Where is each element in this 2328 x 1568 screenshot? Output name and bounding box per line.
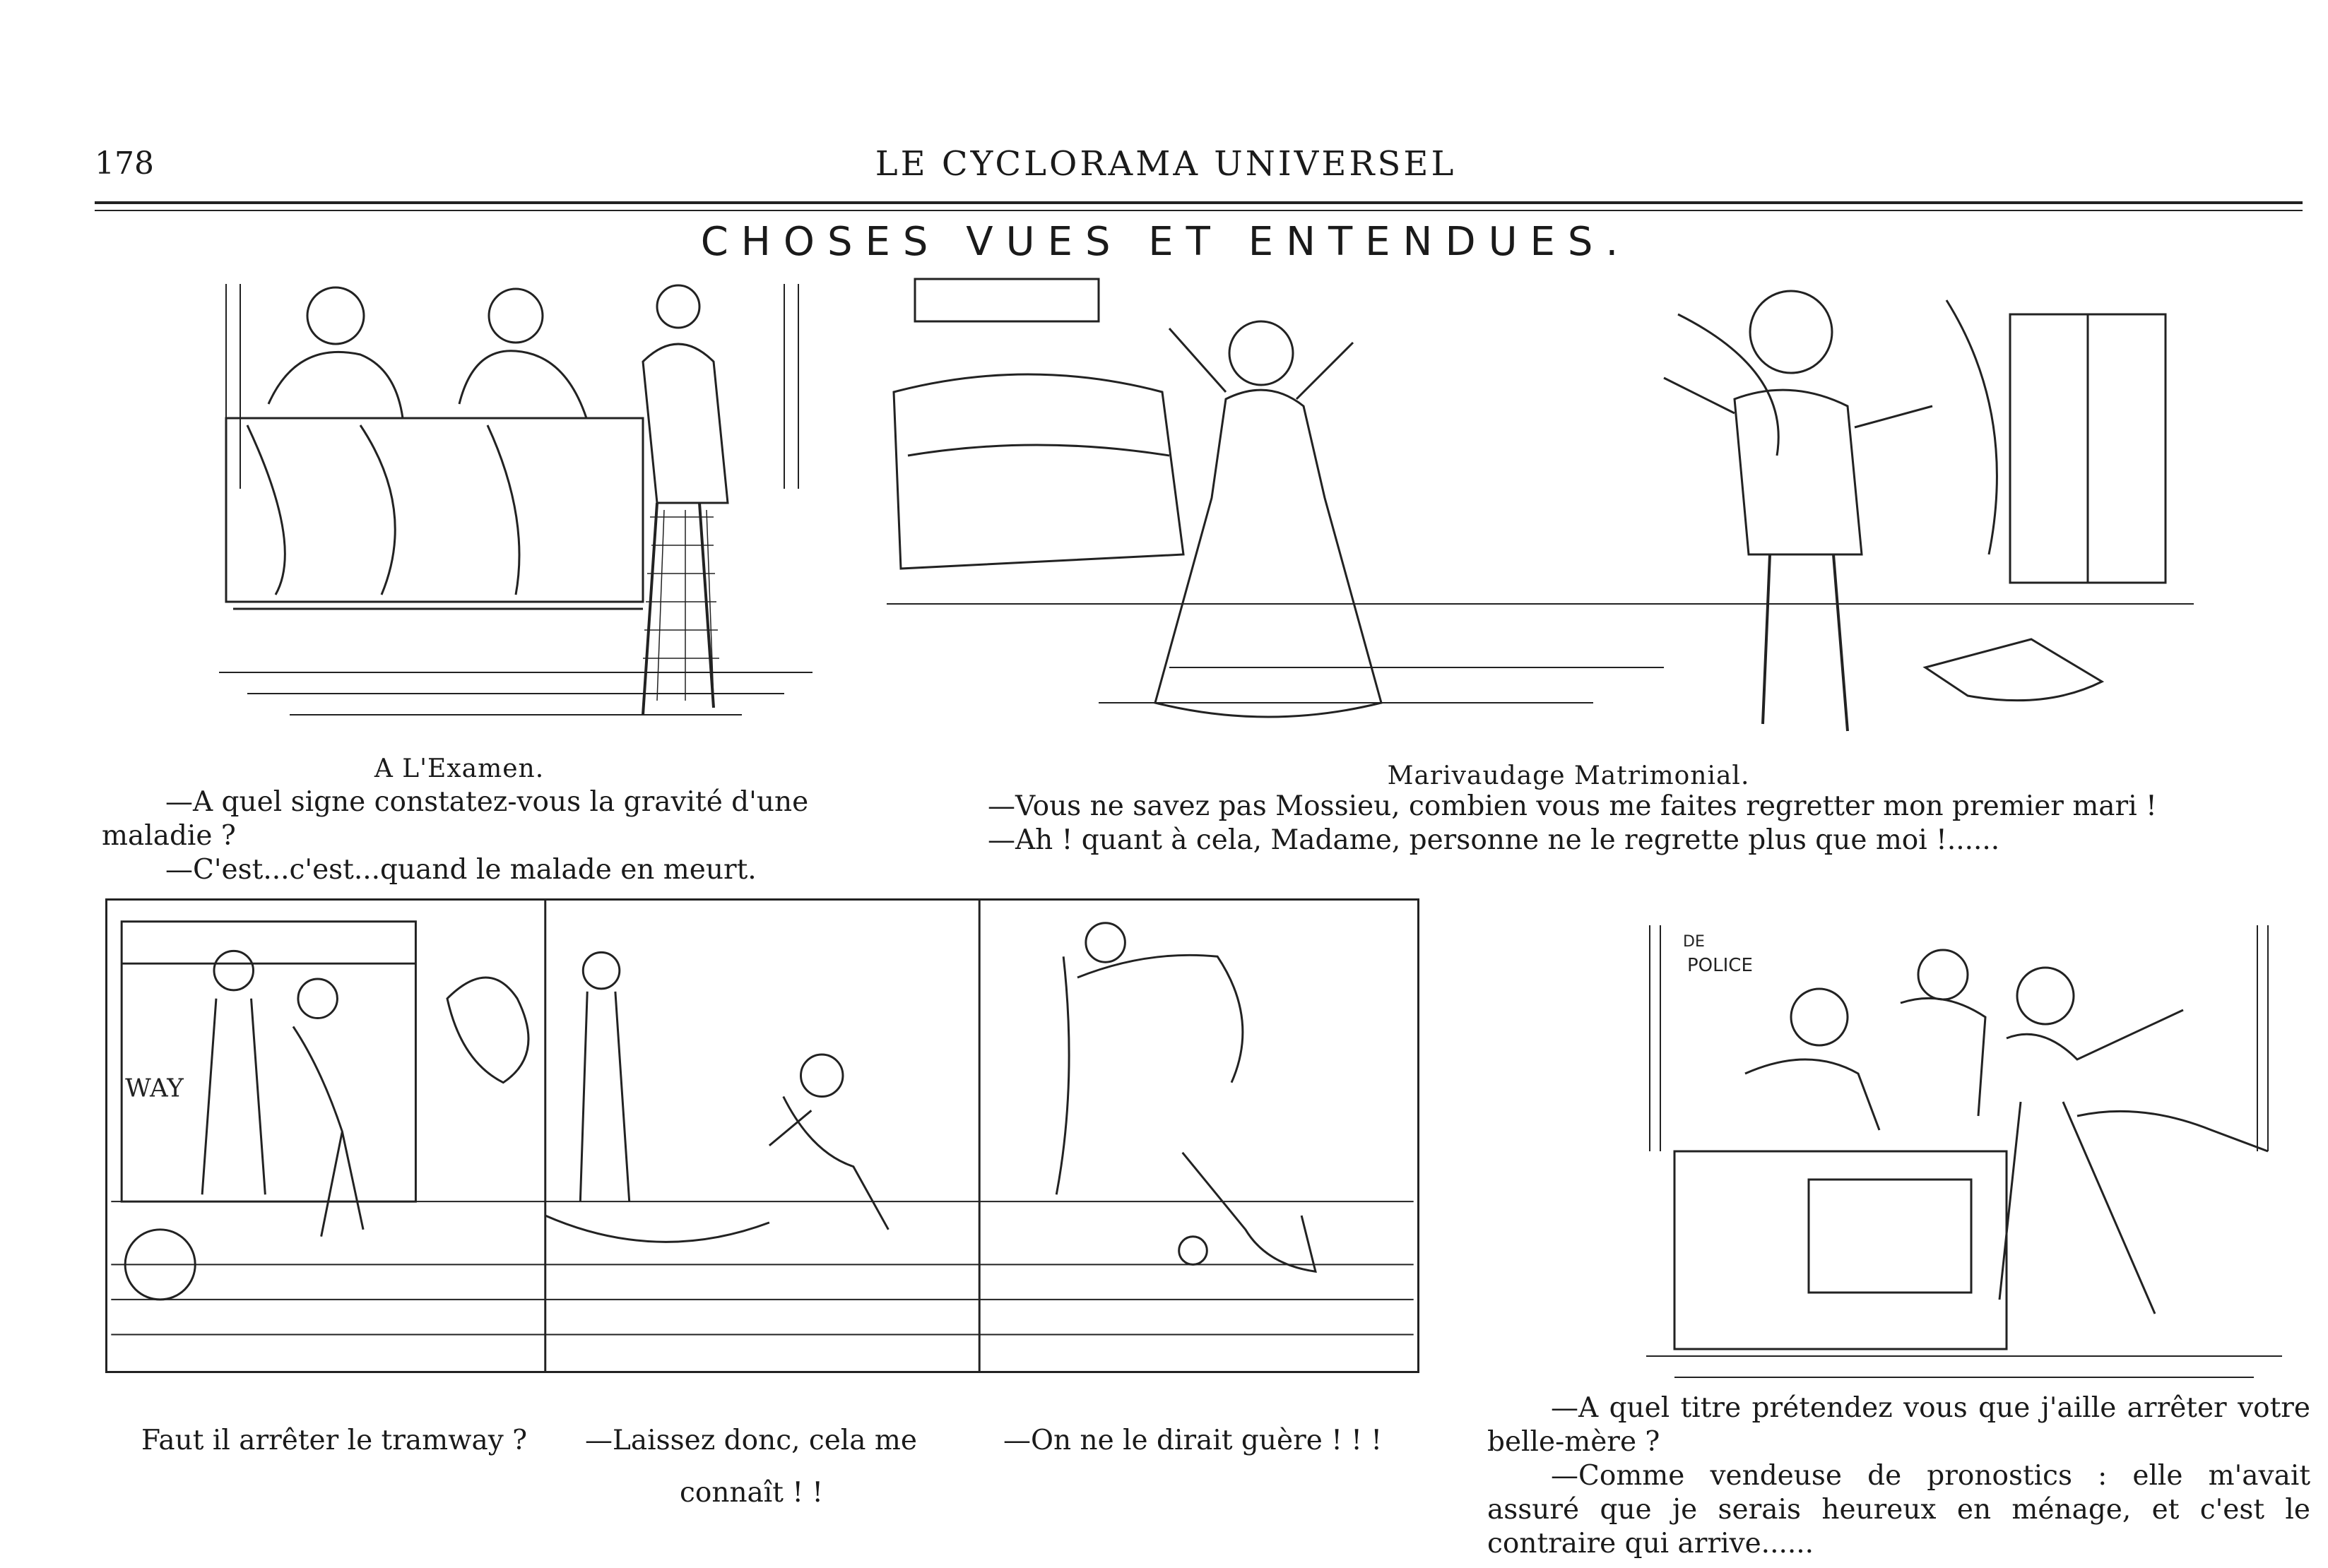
caption-marivaudage-line-1: —Vous ne savez pas Mossieu, combien vous me faites regretter mon premier mari ! [988,790,2157,822]
page-number: 178 [95,145,154,182]
tramway-strip [105,898,1419,1373]
header-rule-thick [95,201,2303,204]
caption-examen-line-1: —A quel signe constatez-vous la gravité d'une maladie ? [102,786,809,852]
caption-examen [102,785,837,887]
running-title: LE CYCLORAMA UNIVERSEL [875,144,1457,184]
caption-police-line-1: —A quel titre prétendez vous que j'aille arrêter votre belle-mère ? [1487,1392,2310,1458]
police-sign-line-2: POLICE [1687,955,1753,976]
caption-title-examen: A L'Examen. [374,754,545,783]
tram-sign-text: WAY [125,1074,184,1103]
tramway-caption-2: —Laissez donc, cela me [585,1425,917,1456]
caption-police [1487,1391,2310,1561]
header-rule-thin [95,210,2303,211]
caption-police-line-2: —Comme vendeuse de pronostics : elle m'avait assuré que je serais heureux en ménage, et c'est le contraire qui arrive...... [1487,1460,2310,1560]
tramway-caption-4: connaît ! ! [680,1477,824,1509]
caption-marivaudage [988,790,2189,857]
illustration-examination [219,277,813,729]
tramway-caption-1: Faut il arrêter le tramway ? [141,1425,528,1456]
illustration-matrimonial [887,272,2194,749]
tramway-caption-3: —On ne le dirait guère ! ! ! [1003,1425,1383,1456]
caption-title-marivaudage: Marivaudage Matrimonial. [1387,761,1750,790]
section-title: CHOSES VUES ET ENTENDUES. [700,219,1631,265]
illustration-police [1646,918,2282,1388]
caption-examen-line-2: —C'est...c'est...quand le malade en meurt. [165,854,757,886]
caption-marivaudage-line-2: —Ah ! quant à cela, Madame, personne ne le regrette plus que moi !...... [988,824,2000,856]
police-sign-line-1: DE [1683,933,1705,951]
